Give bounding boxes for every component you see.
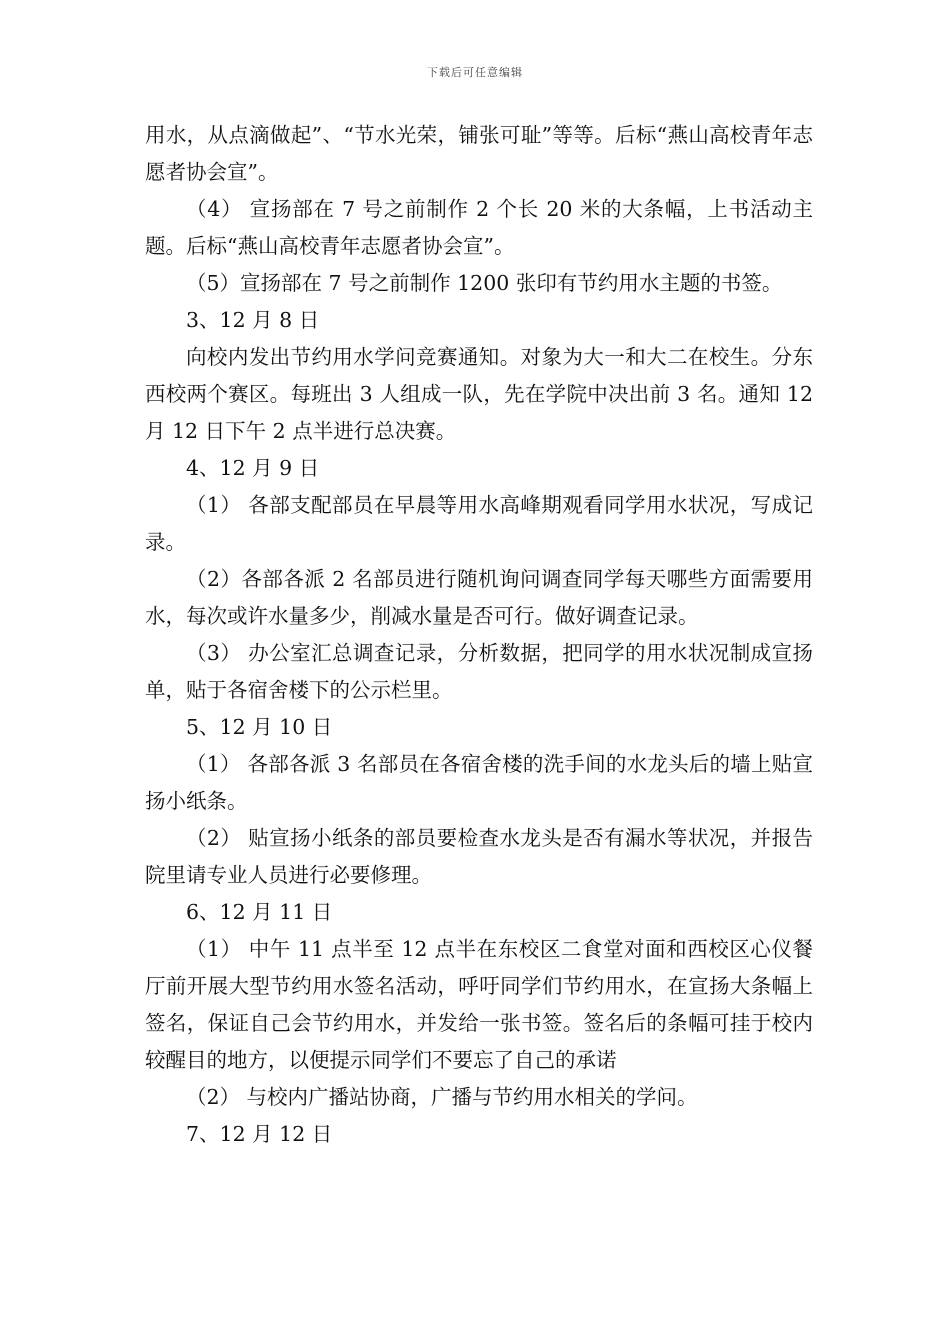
- document-body: [145, 117, 813, 1153]
- paragraph-4: 向校内发出节约用水学问竞赛通知。对象为大一和大二在校生。分东西校两个赛区。每班出 3 人组成一队，先在学院中决出前 3 名。通知 12 月 12 日下午 2 点半进行总决赛。: [145, 345, 813, 443]
- paragraph-6: （2）各部各派 2 名部员进行随机询问调查同学每天哪些方面需要用水，每次或许水量多少，削减水量是否可行。做好调查记录。: [145, 567, 813, 628]
- section-heading-6: 6、12 月 11 日: [186, 900, 333, 924]
- page-header-note: 下载后可任意编辑: [427, 66, 523, 79]
- section-heading-5: 5、12 月 10 日: [186, 715, 333, 739]
- paragraph-9: （2） 贴宣扬小纸条的部员要检查水龙头是否有漏水等状况，并报告院里请专业人员进行必要修理。: [145, 826, 813, 887]
- paragraph-1: 用水，从点滴做起”、“节水光荣，铺张可耻”等等。后标“燕山高校青年志愿者协会宣”。: [145, 123, 813, 184]
- paragraph-8: （1） 各部各派 3 名部员在各宿舍楼的洗手间的水龙头后的墙上贴宣扬小纸条。: [145, 752, 813, 813]
- paragraph-7: （3） 办公室汇总调查记录，分析数据，把同学的用水状况制成宣扬单，贴于各宿舍楼下的公示栏里。: [145, 641, 813, 702]
- paragraph-2: （4） 宣扬部在 7 号之前制作 2 个长 20 米的大条幅，上书活动主题。后标“燕山高校青年志愿者协会宣”。: [145, 197, 813, 258]
- section-heading-3: 3、12 月 8 日: [186, 308, 320, 332]
- section-heading-4: 4、12 月 9 日: [186, 456, 320, 480]
- paragraph-10: （1） 中午 11 点半至 12 点半在东校区二食堂对面和西校区心仪餐厅前开展大型节约用水签名活动，呼吁同学们节约用水，在宣扬大条幅上签名，保证自己会节约用水，并发给一张书签。签名后的条幅可挂于校内较醒目的地方，以便提示同学们不要忘了自己的承诺: [145, 937, 813, 1072]
- section-heading-7: 7、12 月 12 日: [186, 1122, 333, 1146]
- paragraph-3: （5）宣扬部在 7 号之前制作 1200 张印有节约用水主题的书签。: [186, 271, 783, 295]
- paragraph-11: （2） 与校内广播站协商，广播与节约用水相关的学问。: [186, 1085, 698, 1109]
- paragraph-5: （1） 各部支配部员在早晨等用水高峰期观看同学用水状况，写成记录。: [145, 493, 813, 554]
